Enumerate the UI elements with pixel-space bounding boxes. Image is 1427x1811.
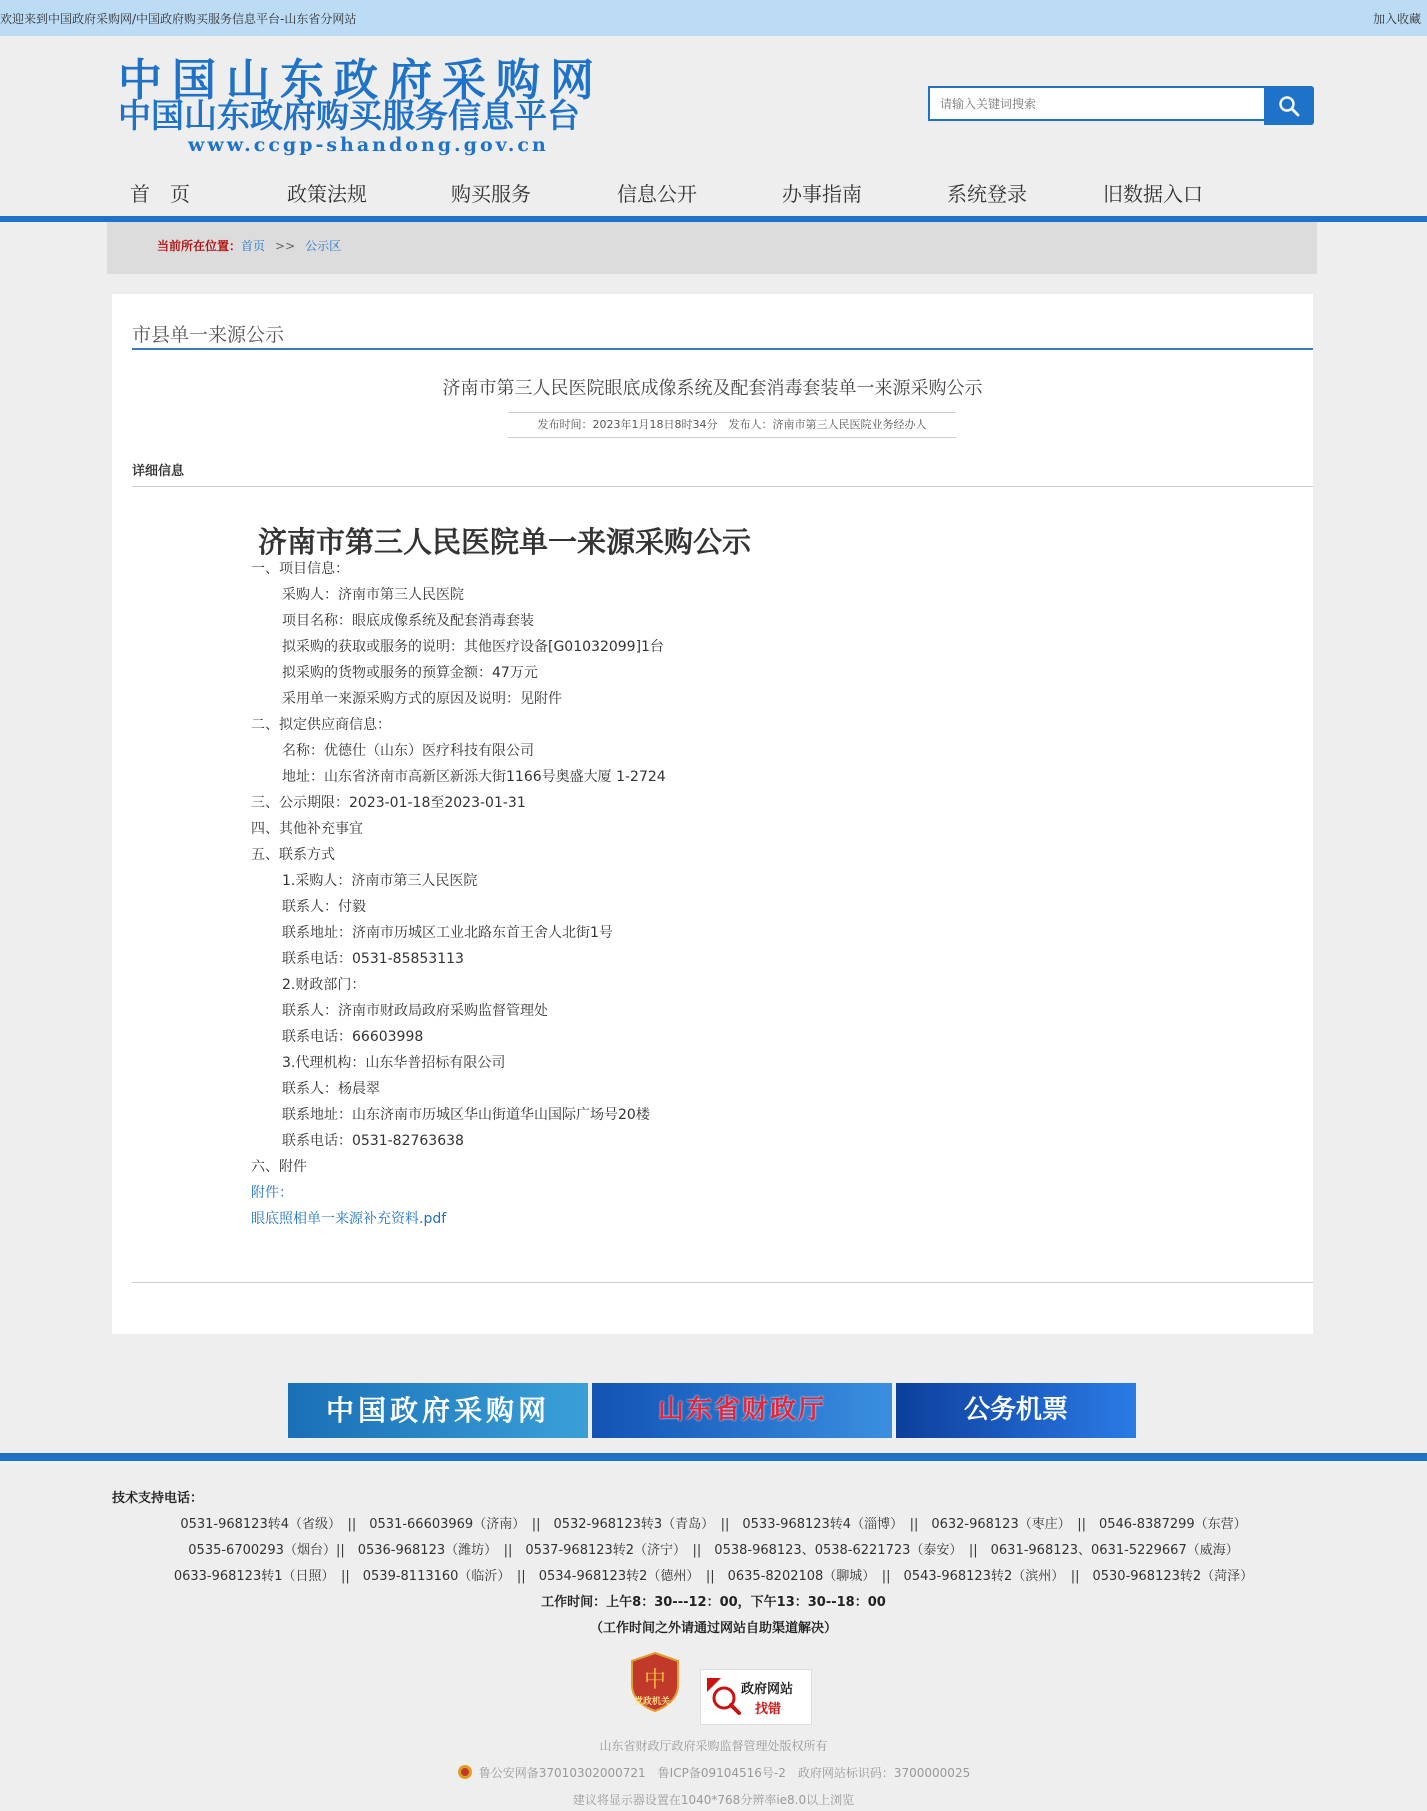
record-text[interactable]: 鲁公安网备37010302000721 鲁ICP备09104516号-2 政府网站标识码：3700000025 xyxy=(478,1766,971,1780)
party-gov-badge[interactable] xyxy=(628,1651,682,1713)
site-logo[interactable] xyxy=(118,55,638,158)
breadcrumb xyxy=(107,222,1317,274)
document-line: 联系地址：济南市历城区工业北路东首王舍人北街1号 xyxy=(282,925,613,941)
search-button[interactable] xyxy=(1264,86,1314,125)
breadcrumb-separator: >> xyxy=(275,239,296,253)
breadcrumb-label: 当前所在位置： xyxy=(157,239,242,253)
banner-air-ticket[interactable]: 公务机票 xyxy=(896,1383,1136,1438)
document-line: 地址：山东省济南市高新区新泺大街1166号奥盛大厦 1-2724 xyxy=(282,769,666,785)
document-line: 拟采购的获取或服务的说明：其他医疗设备[G01032099]1台 xyxy=(282,639,664,655)
attachment-label: 附件： xyxy=(251,1185,293,1201)
document-body xyxy=(251,524,752,1232)
search-icon xyxy=(1278,95,1300,117)
support-label: 技术支持电话： xyxy=(112,1491,204,1506)
search-input[interactable] xyxy=(928,86,1300,121)
logo-line-2: 中国山东政府购买服务信息平台 xyxy=(118,96,580,135)
detail-divider xyxy=(132,486,1313,487)
logo-url: www.ccgp-shandong.gov.cn xyxy=(188,134,549,156)
resolution-note: 建议将显示器设置在1040*768分辨率ie8.0以上浏览 xyxy=(572,1793,855,1807)
document-line: 项目名称：眼底成像系统及配套消毒套装 xyxy=(282,613,534,629)
attachment-link[interactable]: 眼底照相单一来源补充资料.pdf xyxy=(251,1211,447,1227)
document-line: 五、联系方式 xyxy=(251,847,335,863)
breadcrumb-current[interactable]: 公示区 xyxy=(305,239,342,253)
record-info xyxy=(0,1764,1427,1781)
nav-home[interactable]: 首 页 xyxy=(130,182,190,206)
phone-row-3: 0633-968123转1（日照） || 0539-8113160（临沂） || 0534-968123转2（德州） || 0635-8202108（聊城） || 0543-968123转2（滨州） || 0530-968123转2（菏泽） xyxy=(173,1569,1254,1584)
document-line: 二、拟定供应商信息： xyxy=(251,717,391,733)
nav-old-data[interactable]: 旧数据入口 xyxy=(1103,182,1203,206)
banner-ccgp[interactable]: 中国政府采购网 xyxy=(288,1383,588,1438)
document-line: 六、附件 xyxy=(251,1159,307,1175)
badge2-line2: 找错 xyxy=(755,1702,782,1717)
document-line: 联系电话：0531-85853113 xyxy=(282,951,464,967)
work-time: 工作时间：上午8：30---12：00，下午13：30--18：00 xyxy=(541,1595,886,1610)
document-line: 采购人：济南市第三人民医院 xyxy=(282,587,464,603)
document-line: 四、其他补充事宜 xyxy=(251,821,363,837)
content-bottom-divider xyxy=(132,1282,1313,1283)
article-title: 济南市第三人民医院眼底成像系统及配套消毒套装单一来源采购公示 xyxy=(442,378,983,399)
document-line: 联系人：济南市财政局政府采购监督管理处 xyxy=(282,1003,548,1019)
nav-policy[interactable]: 政策法规 xyxy=(287,182,367,206)
footer xyxy=(0,1461,1427,1811)
document-line: 采用单一来源采购方式的原因及说明：见附件 xyxy=(282,691,562,707)
document-line: 三、公示期限：2023-01-18至2023-01-31 xyxy=(251,795,526,811)
document-line: 联系电话：0531-82763638 xyxy=(282,1133,464,1149)
section-divider xyxy=(132,348,1313,350)
phone-row-1: 0531-968123转4（省级） || 0531-66603969（济南） || 0532-968123转3（青岛） || 0533-968123转4（淄博） || 0632-968123（枣庄） || 0546-8387299（东营） xyxy=(180,1517,1247,1532)
nav-guide[interactable]: 办事指南 xyxy=(782,182,862,206)
breadcrumb-home[interactable]: 首页 xyxy=(241,239,266,253)
nav-login[interactable]: 系统登录 xyxy=(947,182,1027,206)
document-line: 一、项目信息： xyxy=(251,561,349,577)
document-heading: 济南市第三人民医院单一来源采购公示 xyxy=(258,525,752,559)
search-box xyxy=(928,86,1314,125)
document-line: 1.采购人：济南市第三人民医院 xyxy=(282,873,478,889)
svg-text:中: 中 xyxy=(643,1668,667,1693)
banner-sd-finance[interactable]: 山东省财政厅 xyxy=(592,1383,892,1438)
document-line: 名称：优德仕（山东）医疗科技有限公司 xyxy=(282,743,534,759)
gov-site-error-badge[interactable] xyxy=(700,1669,812,1725)
work-note: （工作时间之外请通过网站自助渠道解决） xyxy=(589,1621,837,1636)
document-line: 3.代理机构：山东华普招标有限公司 xyxy=(282,1055,506,1071)
add-favorite-link[interactable]: 加入收藏 xyxy=(1372,12,1421,26)
phone-row-2: 0535-6700293（烟台）|| 0536-968123（潍坊） || 0537-968123转2（济宁） || 0538-968123、0538-6221723（泰安） || 0631-968123、0631-5229667（威海） xyxy=(188,1543,1239,1558)
content-panel xyxy=(112,294,1313,1334)
copyright: 山东省财政厅政府采购监督管理处版权所有 xyxy=(599,1739,828,1753)
document-line: 联系人：付毅 xyxy=(282,899,366,915)
document-line: 联系地址：山东济南市历城区华山街道华山国际广场号20楼 xyxy=(282,1107,650,1123)
detail-label: 详细信息 xyxy=(132,464,185,479)
police-emblem-icon xyxy=(457,1764,473,1780)
nav-purchase-service[interactable]: 购买服务 xyxy=(451,182,531,206)
document-lines xyxy=(251,556,751,1180)
section-title: 市县单一来源公示 xyxy=(132,324,285,346)
main-nav xyxy=(0,170,1427,218)
top-bar xyxy=(0,0,1427,36)
document-line: 2.财政部门： xyxy=(282,977,366,993)
nav-info-public[interactable]: 信息公开 xyxy=(617,182,697,206)
article-meta: 发布时间：2023年1月18日8时34分 发布人：济南市第三人民医院业务经办人 xyxy=(508,412,956,438)
document-line: 拟采购的货物或服务的预算金额：47万元 xyxy=(282,665,538,681)
party-gov-badge-text: 党政机关 xyxy=(634,1697,671,1707)
badge2-line1: 政府网站 xyxy=(741,1682,794,1697)
logo-line-1: 中国山东政府采购网 xyxy=(118,55,604,106)
document-line: 联系电话：66603998 xyxy=(282,1029,424,1045)
welcome-text: 欢迎来到中国政府采购网/中国政府购买服务信息平台-山东省分网站 xyxy=(0,12,357,26)
footer-divider xyxy=(0,1453,1427,1461)
magnifier-icon xyxy=(707,1678,741,1716)
document-line: 联系人：杨晨翠 xyxy=(282,1081,380,1097)
